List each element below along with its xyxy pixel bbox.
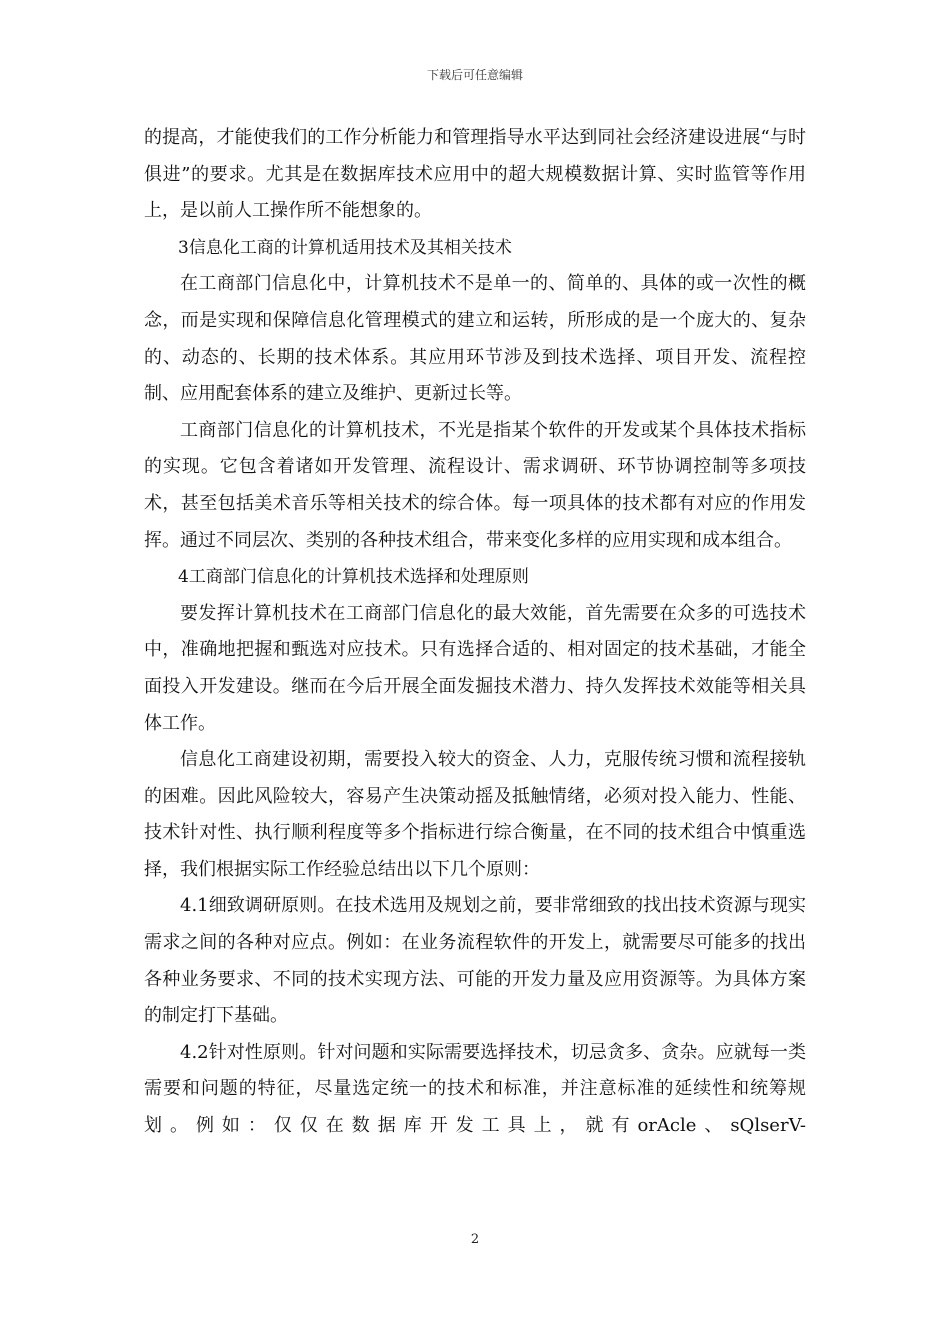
page-number: 2 — [470, 1232, 480, 1247]
document-body — [144, 120, 806, 1145]
paragraph-intro-continued: 的提高，才能使我们的工作分析能力和管理指导水平达到同社会经济建设进展“与时俱进”的要求。尤其是在数据库技术应用中的超大规模数据计算、实时监管等作用上，是以前人工操作所不能想象的。 — [144, 127, 806, 222]
paragraph-principle-4-2: 4.2针对性原则。针对问题和实际需要选择技术，切忌贪多、贪杂。应就每一类需要和问题的特征，尽量选定统一的技术和标准，并注意标准的延续性和统筹规划。例如：仅仅在数据库开发工具上，就有orAcle、sQlserV- — [144, 1041, 806, 1137]
paragraph-tech-system: 在工商部门信息化中，计算机技术不是单一的、简单的、具体的或一次性的概念，而是实现和保障信息化管理模式的建立和运转，所形成的是一个庞大的、复杂的、动态的、长期的技术体系。其应用环节涉及到技术选择、项目开发、流程控制、应用配套体系的建立及维护、更新过长等。 — [144, 273, 806, 405]
paragraph-tech-composition: 工商部门信息化的计算机技术，不光是指某个软件的开发或某个具体技术指标的实现。它包含着诸如开发管理、流程设计、需求调研、环节协调控制等多项技术，甚至包括美术音乐等相关技术的综合体。每一项具体的技术都有对应的作用发挥。通过不同层次、类别的各种技术组合，带来变化多样的应用实现和成本组合。 — [144, 419, 806, 551]
section-heading-4: 4工商部门信息化的计算机技术选择和处理原则 — [178, 567, 529, 588]
page-header: 下载后可任意编辑 — [426, 68, 523, 82]
paragraph-principle-4-1: 4.1细致调研原则。在技术选用及规划之前，要非常细致的找出技术资源与现实需求之间的各种对应点。例如：在业务流程软件的开发上，就需要尽可能多的找出各种业务要求、不同的技术实现方法、可能的开发力量及应用资源等。为具体方案的制定打下基础。 — [144, 895, 806, 1027]
section-heading-3: 3信息化工商的计算机适用技术及其相关技术 — [178, 237, 512, 258]
paragraph-tech-selection: 要发挥计算机技术在工商部门信息化的最大效能，首先需要在众多的可选技术中，准确地把握和甄选对应技术。只有选择合适的、相对固定的技术基础，才能全面投入开发建设。继而在今后开展全面发掘技术潜力、持久发挥技术效能等相关具体工作。 — [144, 602, 806, 734]
paragraph-initial-construction: 信息化工商建设初期，需要投入较大的资金、人力，克服传统习惯和流程接轨的困难。因此风险较大，容易产生决策动摇及抵触情绪，必须对投入能力、性能、技术针对性、执行顺利程度等多个指标进行综合衡量，在不同的技术组合中慎重选择，我们根据实际工作经验总结出以下几个原则： — [144, 749, 806, 880]
